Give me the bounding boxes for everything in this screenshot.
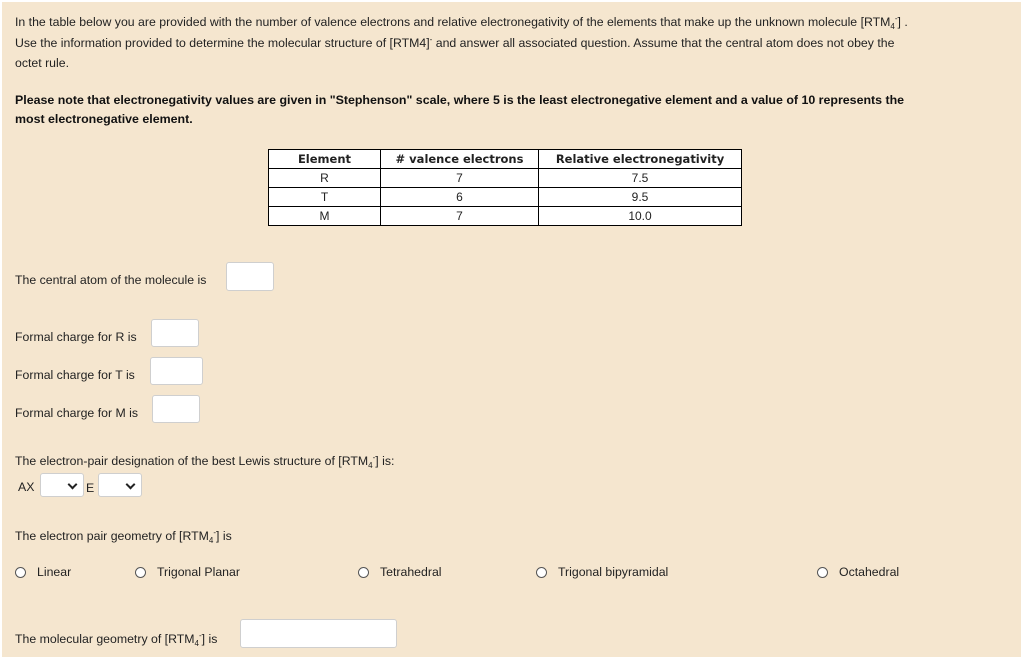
intro-line-3: octet rule. [15,56,69,70]
table-row [269,207,742,226]
option-label: Trigonal bipyramidal [558,565,669,579]
note-line-2: most electronegative element. [15,112,193,126]
option-label: Linear [37,565,72,579]
formal-charge-r-input[interactable] [151,319,199,347]
ax-label: AX [18,480,35,494]
note-line-1: Please note that electronegativity values are given in "Stephenson" scale, where 5 is the least electronegative element and a value of 10 represents the [15,93,905,107]
formal-charge-t-input[interactable] [150,357,203,385]
table-row [269,169,742,188]
element-cell: M [269,207,381,226]
ep-geometry-label: The electron pair geometry of $[RTM_4^-]$ is [15,528,232,545]
radio-button[interactable] [817,567,828,578]
question-panel [2,2,1021,657]
formal-charge-m-input[interactable] [152,395,200,423]
header-element: Element [269,150,381,169]
central-atom-input[interactable] [226,262,274,291]
option-label: Trigonal Planar [157,565,240,579]
ax-subscript-select[interactable] [40,473,84,497]
table-row [269,188,742,207]
valence-cell: 6 [381,188,539,207]
header-valence: # valence electrons [381,150,539,169]
elements-table [268,149,742,226]
molecular-geometry-label: The molecular geometry of $[RTM_4^-]$ is [15,631,218,648]
option-label: Tetrahedral [380,565,442,579]
radio-button[interactable] [358,567,369,578]
valence-cell: 7 [381,207,539,226]
central-atom-label: The central atom of the molecule is [15,273,207,287]
intro-line-2: Use the information provided to determine the molecular structure of [RTM4]- and answer all associated question. Assume that the central atom does not obey the [15,35,895,50]
radio-button[interactable] [135,567,146,578]
electronegativity-cell: 10.0 [539,207,742,226]
radio-button[interactable] [15,567,26,578]
electronegativity-cell: 7.5 [539,169,742,188]
radio-button[interactable] [536,567,547,578]
e-subscript-select[interactable] [98,473,142,497]
molecular-geometry-input[interactable] [240,619,397,648]
formal-charge-r-label: Formal charge for R is [15,330,137,344]
intro-line-1: In the table below you are provided with the number of valence electrons and relative electronegativity of the elements that make up the unknown molecule $[RTM_4^-]$ . [15,14,908,31]
element-cell: T [269,188,381,207]
ep-designation-label: The electron-pair designation of the best Lewis structure of $[RTM_4^-]$ is: [15,453,395,470]
chevron-down-icon [68,480,78,490]
chevron-down-icon [126,480,136,490]
valence-cell: 7 [381,169,539,188]
option-label: Octahedral [839,565,900,579]
formal-charge-t-label: Formal charge for T is [15,368,135,382]
formal-charge-m-label: Formal charge for M is [15,406,138,420]
header-electronegativity: Relative electronegativity [539,150,742,169]
e-label: E [86,481,95,495]
element-cell: R [269,169,381,188]
table-header-row [269,150,742,169]
electronegativity-cell: 9.5 [539,188,742,207]
